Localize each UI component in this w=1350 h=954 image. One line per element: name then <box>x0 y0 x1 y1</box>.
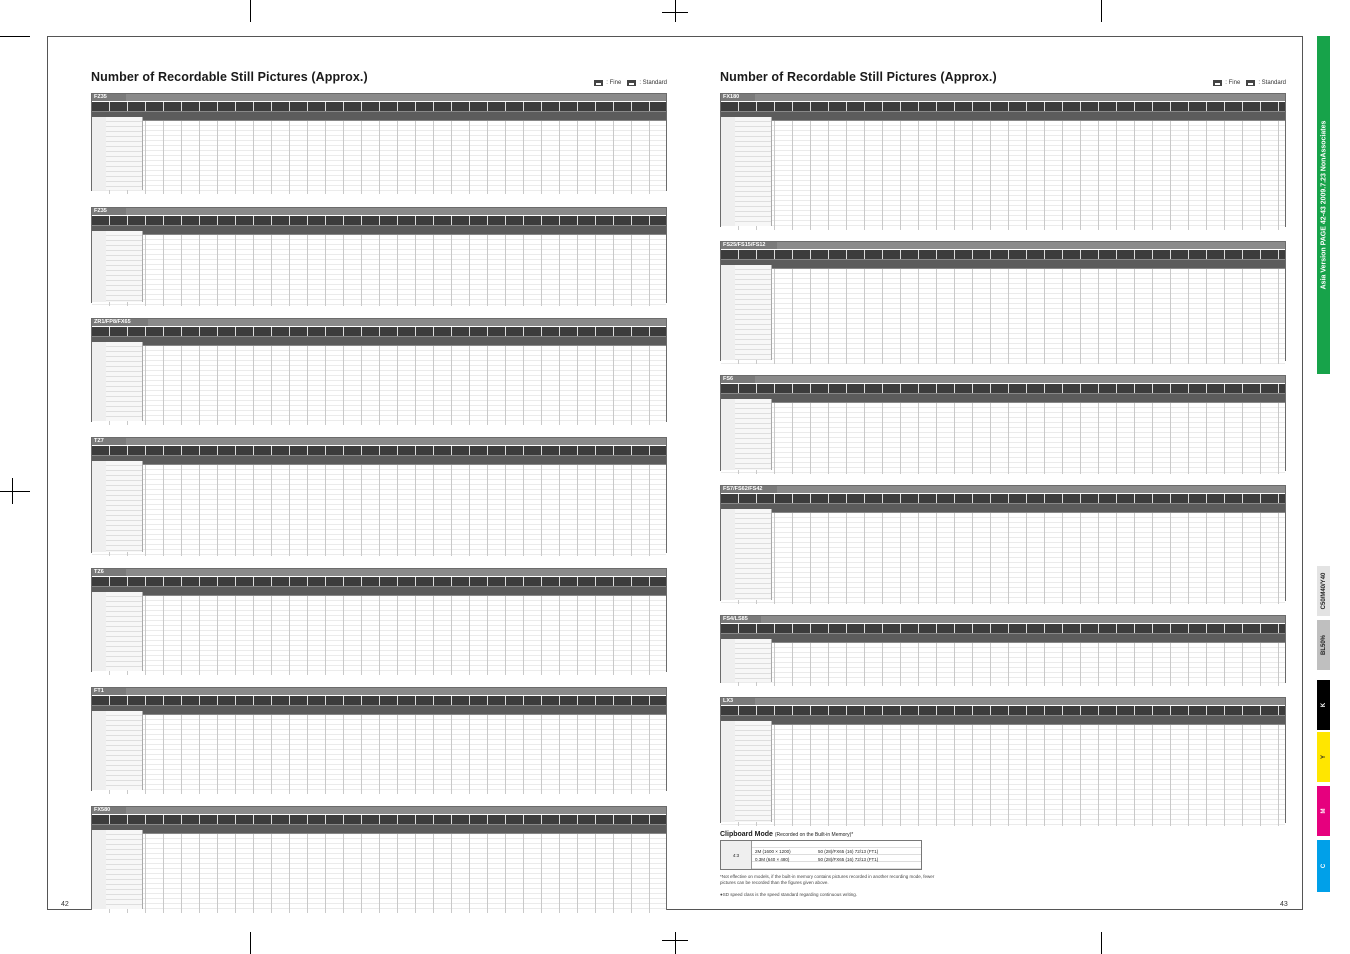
table-model-name: FZ35 <box>92 94 126 101</box>
trim-mark <box>0 491 30 492</box>
color-bar-label: M <box>1320 808 1327 814</box>
sd-speed-note: ●SD speed class is the speed standard regarding continuous writing. <box>720 892 858 897</box>
table-row: 0.3M (640 × 480) 50 (28)/FX65 (16) 72/13 (FT1) <box>755 856 879 862</box>
footnote: *Not effective on models, if the built-in memory contains pictures recorded in another recording mode, fewer pictures can be recorded than the figures given above. <box>720 874 935 885</box>
clipboard-mode-title <box>720 831 1286 838</box>
color-bar-label: BL50% <box>1320 634 1327 656</box>
color-bar-label: C <box>1320 863 1327 869</box>
clipboard-table <box>720 840 922 870</box>
color-bar <box>1317 566 1330 616</box>
recordable-table <box>720 375 1286 471</box>
left-page <box>91 70 667 910</box>
standard-icon <box>1246 80 1255 86</box>
side-tab-label: Asia Version PAGE 42-43 2009.7.23 NonAssociates <box>1320 120 1327 290</box>
legend-fine-label: : Fine <box>606 80 622 86</box>
color-bar <box>1317 840 1330 892</box>
recordable-table <box>91 806 667 910</box>
trim-mark <box>250 932 251 954</box>
color-bar <box>1317 786 1330 836</box>
table-model-name: FT1 <box>92 688 126 695</box>
trim-mark <box>662 12 688 13</box>
legend-fine-label: : Fine <box>1225 80 1241 86</box>
legend-standard-label: : Standard <box>639 80 667 86</box>
trim-mark <box>0 36 30 37</box>
recordable-table <box>720 241 1286 361</box>
standard-icon <box>627 80 636 86</box>
color-bar-label: K <box>1320 702 1327 708</box>
fine-icon <box>1213 80 1222 86</box>
table-model-name: TZ7 <box>92 438 126 445</box>
recordable-table <box>91 568 667 672</box>
clipboard-title-text: Clipboard Mode <box>720 831 773 838</box>
table-model-name: FS6 <box>721 376 755 383</box>
clipboard-subtitle: (Recorded on the Built-in Memory)* <box>774 832 854 838</box>
quality-legend <box>594 80 667 86</box>
fine-icon <box>594 80 603 86</box>
table-row: 2M (1600 × 1200) 50 (28)/FX65 (16) 72/13 (FT1) <box>755 848 879 854</box>
table-model-name: FS7/FS62/FS42 <box>721 486 777 493</box>
trim-mark <box>1101 0 1102 22</box>
quality-legend <box>1213 80 1286 86</box>
table-model-name: TZ6 <box>92 569 126 576</box>
table-model-name: FX580 <box>92 807 126 814</box>
recordable-table <box>720 615 1286 683</box>
recordable-table <box>91 207 667 303</box>
table-model-name: FS4/LS85 <box>721 616 761 623</box>
trim-mark <box>1101 932 1102 954</box>
right-page-header <box>720 70 1286 90</box>
table-model-name: ZR1/FP8/FX65 <box>92 319 148 326</box>
page-title: Number of Recordable Still Pictures (Approx.) <box>720 70 997 84</box>
color-bar-label: Y <box>1320 754 1327 760</box>
color-bar <box>1317 680 1330 730</box>
recordable-table <box>91 437 667 553</box>
trim-mark <box>12 478 13 504</box>
color-bar-label: C50/M40/Y40 <box>1320 572 1327 610</box>
trim-mark <box>675 932 676 954</box>
table-model-name: LX3 <box>721 698 755 705</box>
table-model-name: FS25/FS15/FS12 <box>721 242 777 249</box>
trim-mark <box>250 0 251 22</box>
trim-mark <box>675 0 676 22</box>
clipboard-aspect: 4:3 <box>721 841 752 869</box>
color-bar <box>1317 620 1330 670</box>
left-page-header <box>91 70 667 90</box>
right-page <box>720 70 1286 898</box>
recordable-table <box>91 93 667 191</box>
recordable-table <box>720 697 1286 823</box>
recordable-table <box>720 93 1286 227</box>
trim-mark <box>662 940 688 941</box>
legend-standard-label: : Standard <box>1258 80 1286 86</box>
page-number: 43 <box>1280 901 1288 908</box>
table-model-name: FZ35 <box>92 208 126 215</box>
table-model-name: FX180 <box>721 94 755 101</box>
page-number: 42 <box>61 901 69 908</box>
color-bar <box>1317 732 1330 782</box>
side-version-tab <box>1317 36 1330 374</box>
page-title: Number of Recordable Still Pictures (Approx.) <box>91 70 368 84</box>
recordable-table <box>91 687 667 791</box>
recordable-table <box>91 318 667 422</box>
recordable-table <box>720 485 1286 601</box>
